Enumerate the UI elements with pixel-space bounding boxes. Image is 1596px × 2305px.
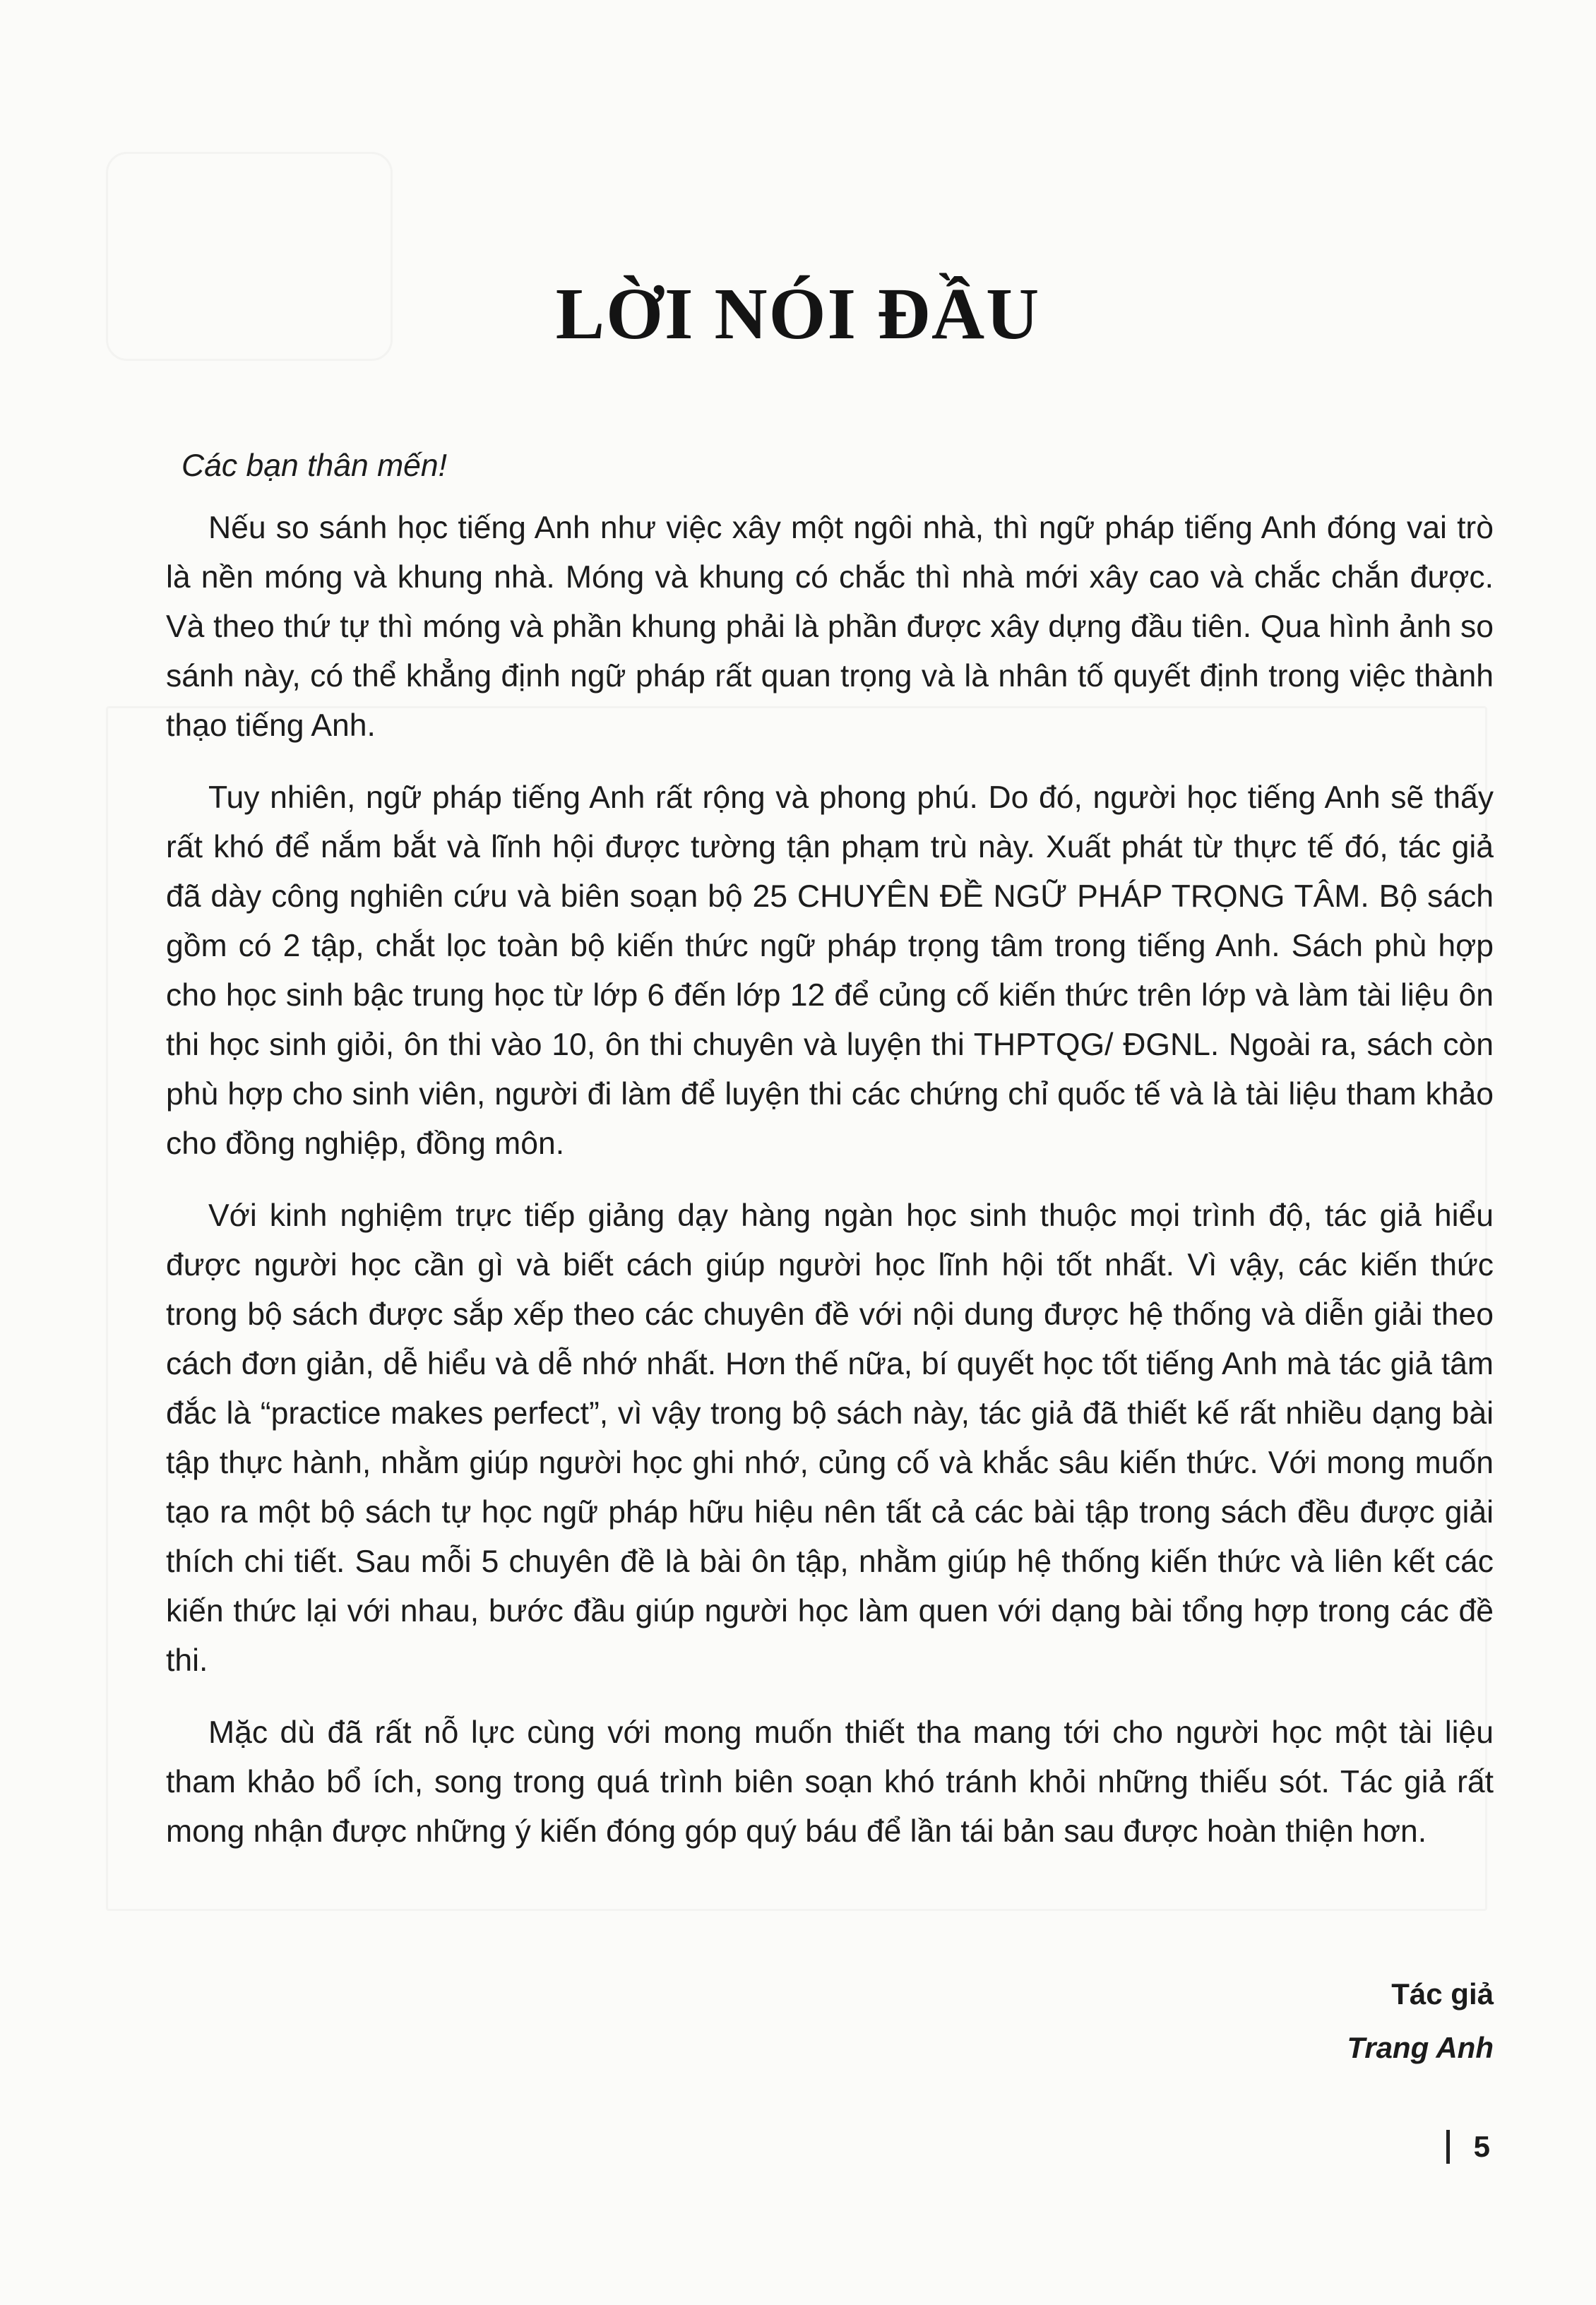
paragraph xyxy=(166,504,1494,751)
signature-role: Tác giả xyxy=(1391,1977,1494,2011)
paragraph-text: Với kinh nghiệm trực tiếp giảng dạy hàng ngàn học sinh thuộc mọi trình độ, tác giả hiểu được người học cần gì và biết cách giúp người học lĩnh hội tốt nhất. Vì vậy, các kiến thức trong bộ sách được sắp xếp theo các chuyên đề với nội dung được hệ thống và diễn giải theo cách đơn giản, dễ hiểu và dễ nhớ nhất. Hơn thế nữa, bí quyết học tốt tiếng Anh mà tác giả tâm đắc là “practice makes perfect”, vì vậy trong bộ sách này, tác giả đã thiết kế rất nhiều dạng bài tập thực hành, nhằm giúp người học ghi nhớ, củng cố và khắc sâu kiến thức. Với mong muốn tạo ra một bộ sách tự học ngữ pháp hữu hiệu nên tất cả các bài tập trong sách đều được giải thích chi tiết. Sau mỗi 5 chuyên đề là bài ôn tập, nhằm giúp hệ thống kiến thức và liên kết các kiến thức lại với nhau, bước đầu giúp người học làm quen với dạng bài tổng hợp trong các đề thi. xyxy=(166,1198,1494,1678)
paragraph-text: Nếu so sánh học tiếng Anh như việc xây một ngôi nhà, thì ngữ pháp tiếng Anh đóng vai trò là nền móng và khung nhà. Móng và khung có chắc thì nhà mới xây cao và chắc chắn được. Và theo thứ tự thì móng và phần khung phải là phần được xây dựng đầu tiên. Qua hình ảnh so sánh này, có thể khẳng định ngữ pháp rất quan trọng và là nhân tố quyết định trong việc thành thạo tiếng Anh. xyxy=(166,511,1494,743)
paragraph-text: Mặc dù đã rất nỗ lực cùng với mong muốn thiết tha mang tới cho người học một tài liệu tham khảo bổ ích, song trong quá trình biên soạn khó tránh khỏi những thiếu sót. Tác giả rất mong nhận được những ý kiến đóng góp quý báu để lần tái bản sau được hoàn thiện hơn. xyxy=(166,1715,1494,1849)
paragraph xyxy=(166,773,1494,1169)
signature-name: Trang Anh xyxy=(1347,2031,1494,2064)
paragraph xyxy=(166,1191,1494,1686)
greeting: Các bạn thân mến! xyxy=(181,448,448,483)
preface-body xyxy=(166,441,1494,1879)
paragraph-text: Tuy nhiên, ngữ pháp tiếng Anh rất rộng và phong phú. Do đó, người học tiếng Anh sẽ thấy rất khó để nắm bắt và lĩnh hội được tường tận phạm trù này. Xuất phát từ thực tế đó, tác giả đã dày công nghiên cứu và biên soạn bộ 25 CHUYÊN ĐỀ NGỮ PHÁP TRỌNG TÂM. Bộ sách gồm có 2 tập, chắt lọc toàn bộ kiến thức ngữ pháp trọng tâm trong tiếng Anh. Sách phù hợp cho học sinh bậc trung học từ lớp 6 đến lớp 12 để củng cố kiến thức trên lớp và làm tài liệu ôn thi học sinh giỏi, ôn thi vào 10, ôn thi chuyên và luyện thi THPTQG/ ĐGNL. Ngoài ra, sách còn phù hợp cho sinh viên, người đi làm để luyện thi các chứng chỉ quốc tế và là tài liệu tham khảo cho đồng nghiệp, đồng môn. xyxy=(166,780,1494,1161)
page-footer xyxy=(1446,2126,1490,2168)
page-number-divider xyxy=(1446,2130,1450,2164)
paragraph xyxy=(166,1708,1494,1857)
page-title: LỜI NÓI ĐẦU xyxy=(555,273,1041,355)
page-number: 5 xyxy=(1473,2130,1490,2163)
